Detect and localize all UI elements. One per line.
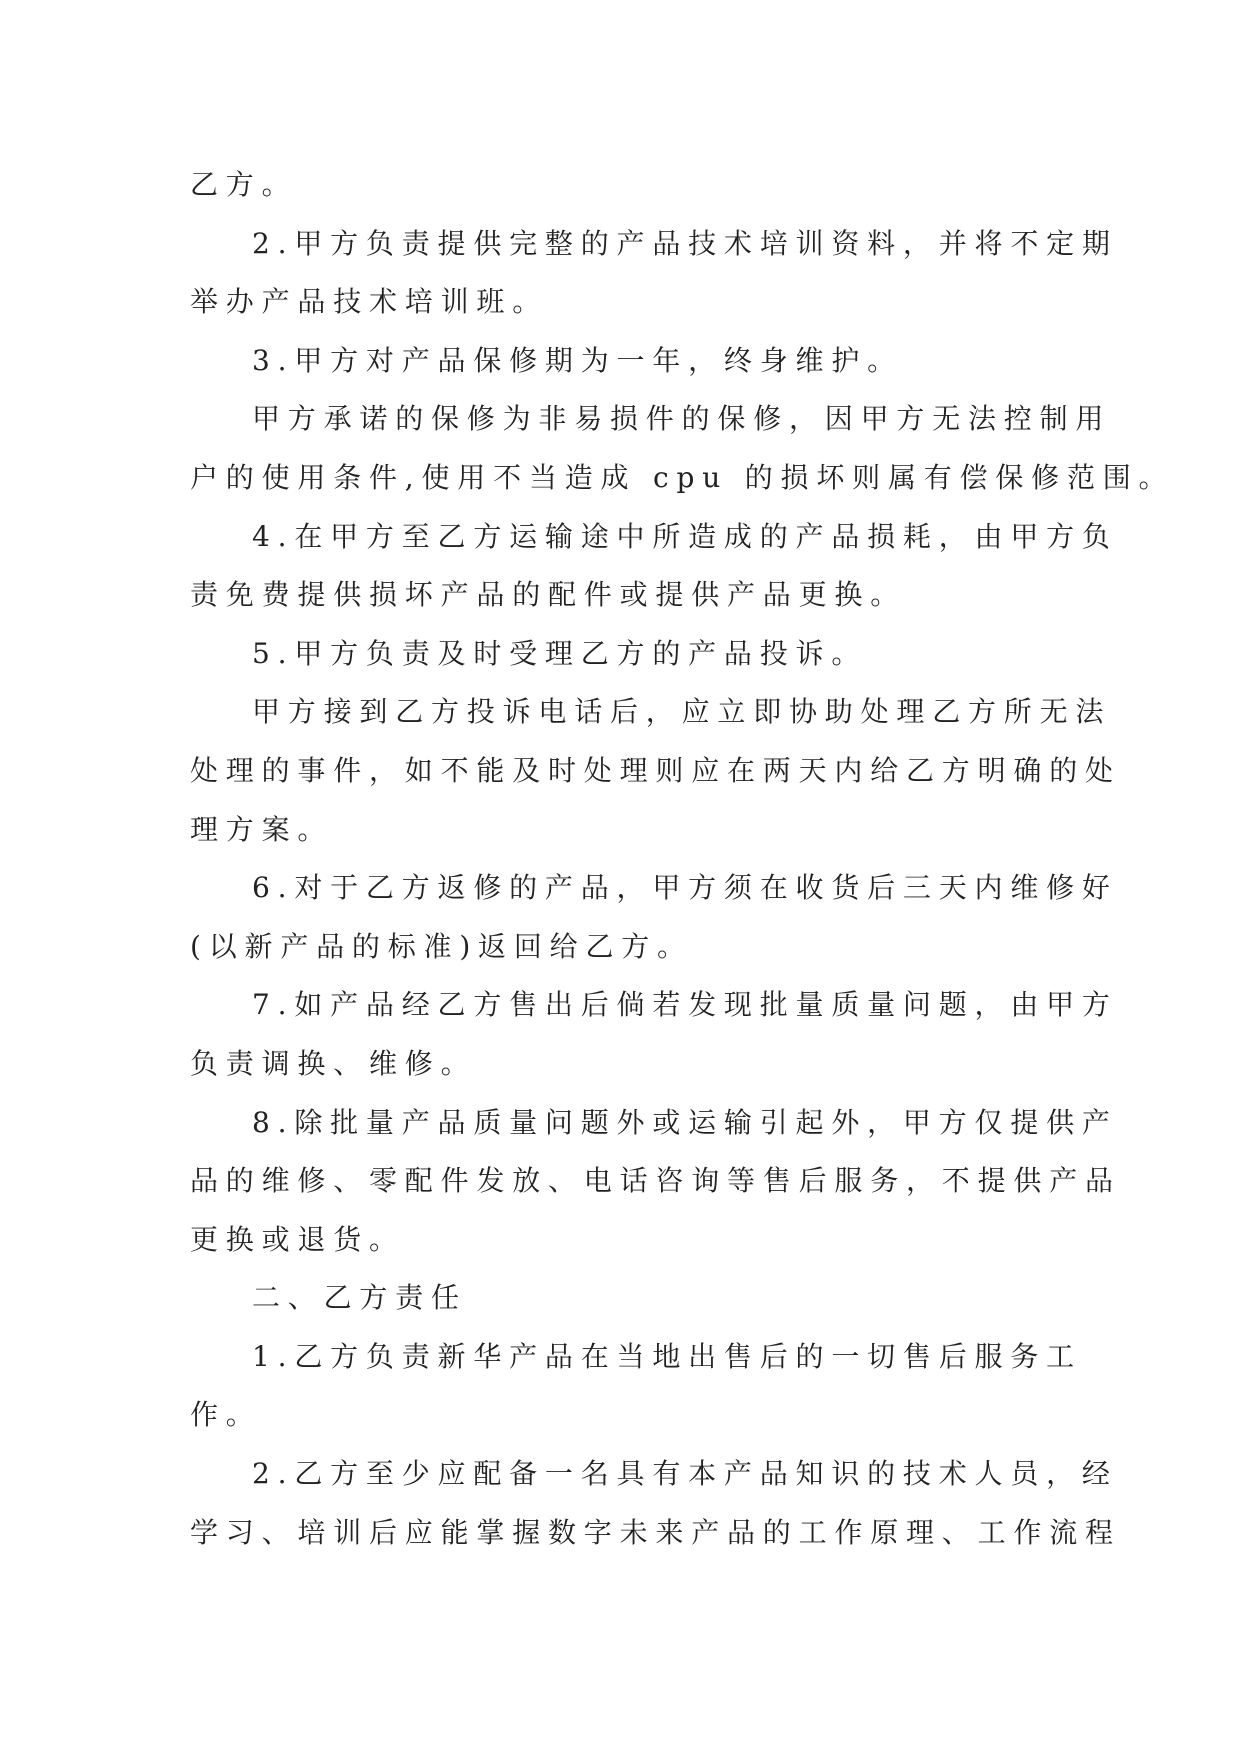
text-line: 1.乙方负责新华产品在当地出售后的一切售后服务工 <box>252 1339 1082 1373</box>
text-line: 处理的事件，如不能及时处理则应在两天内给乙方明确的处 <box>190 753 1121 787</box>
text-line: 作。 <box>190 1398 262 1432</box>
text-line: 户的使用条件,使用不当造成 cpu 的损坏则属有偿保修范围。 <box>190 460 1175 494</box>
text-line: 2.乙方至少应配备一名具有本产品知识的技术人员，经 <box>252 1457 1118 1491</box>
text-line: 更换或退货。 <box>190 1222 405 1256</box>
text-line: (以新产品的标准)返回给乙方。 <box>190 929 693 963</box>
text-line: 甲方承诺的保修为非易损件的保修，因甲方无法控制用 <box>252 402 1112 436</box>
text-line: 责免费提供损坏产品的配件或提供产品更换。 <box>190 578 907 612</box>
text-line: 甲方接到乙方投诉电话后，应立即协助处理乙方所无法 <box>252 695 1112 729</box>
text-line: 二、乙方责任 <box>252 1281 467 1315</box>
document-body <box>190 156 1175 1562</box>
text-line: 理方案。 <box>190 812 334 846</box>
text-line: 4.在甲方至乙方运输途中所造成的产品损耗，由甲方负 <box>252 519 1118 553</box>
text-line: 品的维修、零配件发放、电话咨询等售后服务，不提供产品 <box>190 1164 1121 1198</box>
text-line: 6.对于乙方返修的产品，甲方须在收货后三天内维修好 <box>252 871 1118 905</box>
text-line: 乙方。 <box>190 168 298 201</box>
text-line: 7.如产品经乙方售出后倘若发现批量质量问题，由甲方 <box>252 988 1118 1022</box>
text-line: 举办产品技术培训班。 <box>190 285 549 319</box>
text-line: 3.甲方对产品保修期为一年，终身维护。 <box>252 343 903 377</box>
text-line: 负责调换、维修。 <box>190 1046 477 1080</box>
text-line: 2.甲方负责提供完整的产品技术培训资料，并将不定期 <box>252 226 1118 260</box>
text-line: 5.甲方负责及时受理乙方的产品投诉。 <box>252 636 868 670</box>
text-line: 8.除批量产品质量问题外或运输引起外，甲方仅提供产 <box>252 1105 1118 1139</box>
text-line: 学习、培训后应能掌握数字未来产品的工作原理、工作流程 <box>190 1515 1121 1549</box>
